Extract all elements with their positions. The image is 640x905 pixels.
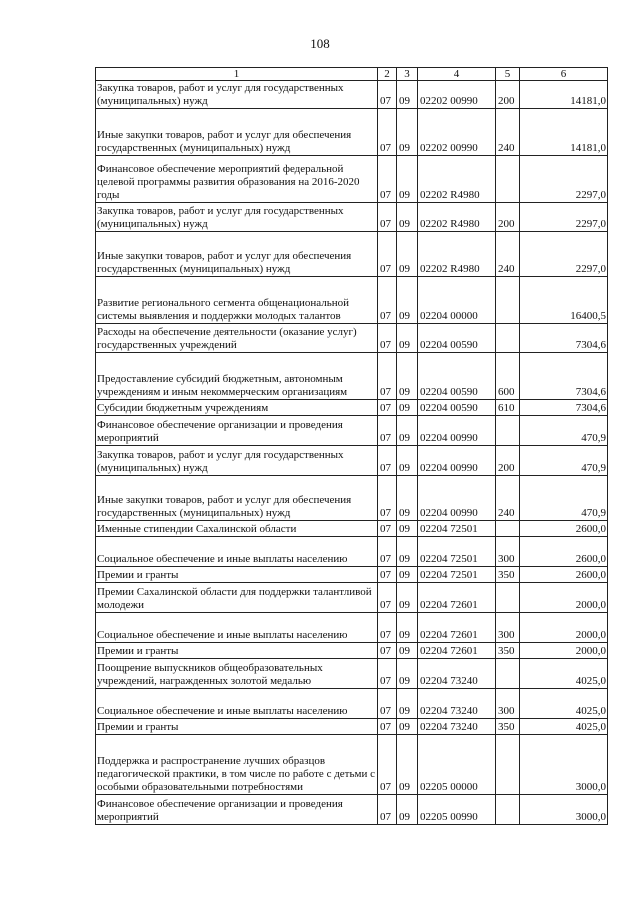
row-razdel: 07 xyxy=(378,400,397,416)
table-row xyxy=(96,446,608,476)
table-row xyxy=(96,583,608,613)
row-podrazdel: 09 xyxy=(397,735,418,795)
row-podrazdel: 09 xyxy=(397,795,418,825)
row-expense-type: 200 xyxy=(496,446,520,476)
row-podrazdel: 09 xyxy=(397,567,418,583)
row-razdel: 07 xyxy=(378,416,397,446)
column-number-row xyxy=(96,68,608,81)
row-podrazdel: 09 xyxy=(397,689,418,719)
row-name: Поддержка и распространение лучших образцов педагогической практики, в том числе по работе с детьми с особыми образовательными потребностями xyxy=(96,735,378,795)
row-amount: 4025,0 xyxy=(520,659,608,689)
row-target-article: 02204 72501 xyxy=(418,521,496,537)
row-target-article: 02202 00990 xyxy=(418,109,496,156)
column-header: 6 xyxy=(520,68,608,81)
table-row xyxy=(96,324,608,353)
row-amount: 14181,0 xyxy=(520,109,608,156)
row-target-article: 02204 00000 xyxy=(418,277,496,324)
row-podrazdel: 09 xyxy=(397,446,418,476)
row-expense-type xyxy=(496,521,520,537)
row-razdel: 07 xyxy=(378,476,397,521)
row-expense-type xyxy=(496,156,520,203)
row-expense-type: 350 xyxy=(496,719,520,735)
row-expense-type: 600 xyxy=(496,353,520,400)
row-amount: 3000,0 xyxy=(520,735,608,795)
row-podrazdel: 09 xyxy=(397,643,418,659)
table-row xyxy=(96,643,608,659)
row-amount: 7304,6 xyxy=(520,353,608,400)
row-amount: 470,9 xyxy=(520,416,608,446)
row-expense-type xyxy=(496,659,520,689)
row-name: Поощрение выпускников общеобразовательных учреждений, награжденных золотой медалью xyxy=(96,659,378,689)
row-name: Развитие регионального сегмента общенациональной системы выявления и поддержки молодых талантов xyxy=(96,277,378,324)
row-expense-type xyxy=(496,416,520,446)
row-expense-type: 610 xyxy=(496,400,520,416)
table-row xyxy=(96,795,608,825)
table-row xyxy=(96,400,608,416)
row-podrazdel: 09 xyxy=(397,416,418,446)
row-target-article: 02204 00990 xyxy=(418,446,496,476)
table-row xyxy=(96,659,608,689)
row-razdel: 07 xyxy=(378,203,397,232)
row-amount: 470,9 xyxy=(520,476,608,521)
row-name: Финансовое обеспечение организации и проведения мероприятий xyxy=(96,795,378,825)
column-header: 4 xyxy=(418,68,496,81)
row-expense-type: 300 xyxy=(496,689,520,719)
row-podrazdel: 09 xyxy=(397,156,418,203)
row-podrazdel: 09 xyxy=(397,400,418,416)
row-expense-type: 300 xyxy=(496,613,520,643)
row-razdel: 07 xyxy=(378,719,397,735)
row-expense-type: 240 xyxy=(496,109,520,156)
row-razdel: 07 xyxy=(378,156,397,203)
row-razdel: 07 xyxy=(378,659,397,689)
row-name: Премии и гранты xyxy=(96,567,378,583)
table-row xyxy=(96,476,608,521)
row-razdel: 07 xyxy=(378,277,397,324)
row-amount: 2297,0 xyxy=(520,156,608,203)
row-expense-type: 350 xyxy=(496,567,520,583)
column-header: 3 xyxy=(397,68,418,81)
row-razdel: 07 xyxy=(378,567,397,583)
row-amount: 7304,6 xyxy=(520,324,608,353)
row-target-article: 02202 R4980 xyxy=(418,203,496,232)
page-number: 108 xyxy=(310,36,330,51)
row-target-article: 02204 00990 xyxy=(418,476,496,521)
row-name: Социальное обеспечение и иные выплаты населению xyxy=(96,689,378,719)
row-name: Закупка товаров, работ и услуг для государственных (муниципальных) нужд xyxy=(96,446,378,476)
row-amount: 2000,0 xyxy=(520,613,608,643)
row-amount: 470,9 xyxy=(520,446,608,476)
row-amount: 16400,5 xyxy=(520,277,608,324)
budget-table xyxy=(95,67,608,825)
row-target-article: 02202 R4980 xyxy=(418,232,496,277)
row-amount: 2000,0 xyxy=(520,643,608,659)
table-row xyxy=(96,416,608,446)
row-expense-type: 300 xyxy=(496,537,520,567)
row-target-article: 02204 72501 xyxy=(418,567,496,583)
table-row xyxy=(96,277,608,324)
table-row xyxy=(96,567,608,583)
row-razdel: 07 xyxy=(378,583,397,613)
row-name: Иные закупки товаров, работ и услуг для обеспечения государственных (муниципальных) нужд xyxy=(96,109,378,156)
row-name: Субсидии бюджетным учреждениям xyxy=(96,400,378,416)
row-expense-type xyxy=(496,277,520,324)
row-expense-type: 350 xyxy=(496,643,520,659)
row-amount: 2297,0 xyxy=(520,203,608,232)
table-row xyxy=(96,81,608,109)
row-razdel: 07 xyxy=(378,537,397,567)
row-podrazdel: 09 xyxy=(397,613,418,643)
row-podrazdel: 09 xyxy=(397,203,418,232)
row-amount: 14181,0 xyxy=(520,81,608,109)
row-target-article: 02205 00990 xyxy=(418,795,496,825)
row-razdel: 07 xyxy=(378,353,397,400)
row-podrazdel: 09 xyxy=(397,719,418,735)
row-target-article: 02204 73240 xyxy=(418,719,496,735)
row-razdel: 07 xyxy=(378,81,397,109)
row-name: Социальное обеспечение и иные выплаты населению xyxy=(96,537,378,567)
table-row xyxy=(96,719,608,735)
row-podrazdel: 09 xyxy=(397,109,418,156)
row-name: Премии Сахалинской области для поддержки талантливой молодежи xyxy=(96,583,378,613)
row-podrazdel: 09 xyxy=(397,537,418,567)
row-podrazdel: 09 xyxy=(397,521,418,537)
row-podrazdel: 09 xyxy=(397,81,418,109)
row-target-article: 02204 72601 xyxy=(418,613,496,643)
row-expense-type: 200 xyxy=(496,203,520,232)
row-name: Премии и гранты xyxy=(96,719,378,735)
row-name: Иные закупки товаров, работ и услуг для обеспечения государственных (муниципальных) нужд xyxy=(96,232,378,277)
row-target-article: 02204 73240 xyxy=(418,659,496,689)
row-name: Расходы на обеспечение деятельности (оказание услуг) государственных учреждений xyxy=(96,324,378,353)
row-podrazdel: 09 xyxy=(397,324,418,353)
row-razdel: 07 xyxy=(378,795,397,825)
row-razdel: 07 xyxy=(378,446,397,476)
row-name: Закупка товаров, работ и услуг для государственных (муниципальных) нужд xyxy=(96,203,378,232)
row-name: Социальное обеспечение и иные выплаты населению xyxy=(96,613,378,643)
row-target-article: 02205 00000 xyxy=(418,735,496,795)
row-target-article: 02204 72601 xyxy=(418,643,496,659)
row-target-article: 02204 73240 xyxy=(418,689,496,719)
table-row xyxy=(96,203,608,232)
row-expense-type xyxy=(496,795,520,825)
row-name: Премии и гранты xyxy=(96,643,378,659)
row-razdel: 07 xyxy=(378,643,397,659)
row-podrazdel: 09 xyxy=(397,353,418,400)
table-row xyxy=(96,109,608,156)
table-row xyxy=(96,735,608,795)
row-target-article: 02204 72501 xyxy=(418,537,496,567)
row-expense-type: 240 xyxy=(496,232,520,277)
row-amount: 2297,0 xyxy=(520,232,608,277)
row-amount: 7304,6 xyxy=(520,400,608,416)
row-name: Именные стипендии Сахалинской области xyxy=(96,521,378,537)
row-amount: 2000,0 xyxy=(520,583,608,613)
row-razdel: 07 xyxy=(378,232,397,277)
row-amount: 3000,0 xyxy=(520,795,608,825)
table-row xyxy=(96,232,608,277)
table-row xyxy=(96,613,608,643)
row-target-article: 02204 72601 xyxy=(418,583,496,613)
row-name: Иные закупки товаров, работ и услуг для обеспечения государственных (муниципальных) нужд xyxy=(96,476,378,521)
row-razdel: 07 xyxy=(378,613,397,643)
row-target-article: 02202 00990 xyxy=(418,81,496,109)
row-target-article: 02202 R4980 xyxy=(418,156,496,203)
row-razdel: 07 xyxy=(378,521,397,537)
row-podrazdel: 09 xyxy=(397,232,418,277)
row-razdel: 07 xyxy=(378,689,397,719)
column-header: 2 xyxy=(378,68,397,81)
row-target-article: 02204 00590 xyxy=(418,400,496,416)
row-amount: 2600,0 xyxy=(520,537,608,567)
table-row xyxy=(96,689,608,719)
row-target-article: 02204 00990 xyxy=(418,416,496,446)
row-podrazdel: 09 xyxy=(397,583,418,613)
column-header: 1 xyxy=(96,68,378,81)
table-row xyxy=(96,353,608,400)
row-target-article: 02204 00590 xyxy=(418,353,496,400)
table-row xyxy=(96,521,608,537)
row-expense-type xyxy=(496,735,520,795)
row-expense-type xyxy=(496,324,520,353)
row-name: Предоставление субсидий бюджетным, автономным учреждениям и иным некоммерческим организациям xyxy=(96,353,378,400)
row-expense-type: 200 xyxy=(496,81,520,109)
row-amount: 4025,0 xyxy=(520,719,608,735)
row-name: Финансовое обеспечение мероприятий федеральной целевой программы развития образования на 2016-2020 годы xyxy=(96,156,378,203)
row-amount: 4025,0 xyxy=(520,689,608,719)
row-target-article: 02204 00590 xyxy=(418,324,496,353)
row-name: Финансовое обеспечение организации и проведения мероприятий xyxy=(96,416,378,446)
row-razdel: 07 xyxy=(378,735,397,795)
table-row xyxy=(96,537,608,567)
row-podrazdel: 09 xyxy=(397,277,418,324)
column-header: 5 xyxy=(496,68,520,81)
row-razdel: 07 xyxy=(378,109,397,156)
row-amount: 2600,0 xyxy=(520,567,608,583)
row-podrazdel: 09 xyxy=(397,476,418,521)
row-amount: 2600,0 xyxy=(520,521,608,537)
table-row xyxy=(96,156,608,203)
row-expense-type xyxy=(496,583,520,613)
row-expense-type: 240 xyxy=(496,476,520,521)
row-name: Закупка товаров, работ и услуг для государственных (муниципальных) нужд xyxy=(96,81,378,109)
row-razdel: 07 xyxy=(378,324,397,353)
row-podrazdel: 09 xyxy=(397,659,418,689)
